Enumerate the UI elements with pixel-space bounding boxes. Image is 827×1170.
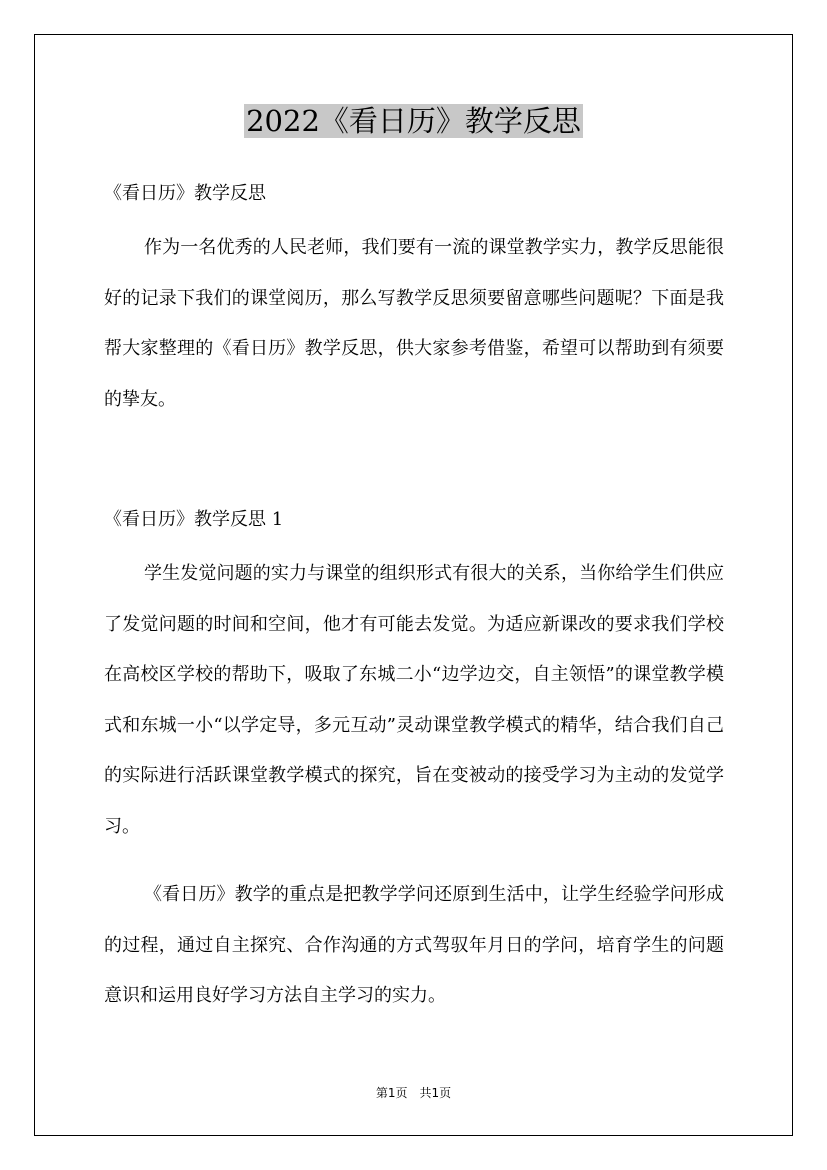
section-1-paragraph-1: 学生发觉问题的实力与课堂的组织形式有很大的关系，当你给学生们供应了发觉问题的时间和空间，他才有可能去发觉。为适应新课改的要求我们学校在高校区学校的帮助下，吸取了东城二小“边学边交，自主领悟”的课堂教学模式和东城一小“以学定导，多元互动”灵动课堂教学模式的精华，结合我们自己的实际进行活跃课堂教学模式的探究，旨在变被动的接受学习为主动的发觉学习。: [104, 563, 724, 837]
page-footer: 第1页 共1页: [375, 1086, 452, 1100]
section-1-paragraph-2: 《看日历》教学的重点是把教学学问还原到生活中，让学生经验学问形成的过程，通过自主探究、合作沟通的方式驾驭年月日的学问，培育学生的问题意识和运用良好学习方法自主学习的实力。: [104, 884, 724, 1006]
document-title-wrapper: [0, 100, 827, 142]
document-title: 2022《看日历》教学反思: [246, 104, 581, 138]
section-heading-1: 《看日历》教学反思 1: [104, 509, 284, 530]
intro-paragraph: 作为一名优秀的人民老师，我们要有一流的课堂教学实力，教学反思能很好的记录下我们的课堂阅历，那么写教学反思须要留意哪些问题呢？下面是我帮大家整理的《看日历》教学反思，供大家参考借鉴，希望可以帮助到有须要的挚友。: [104, 237, 724, 410]
document-subtitle: 《看日历》教学反思: [104, 183, 266, 204]
